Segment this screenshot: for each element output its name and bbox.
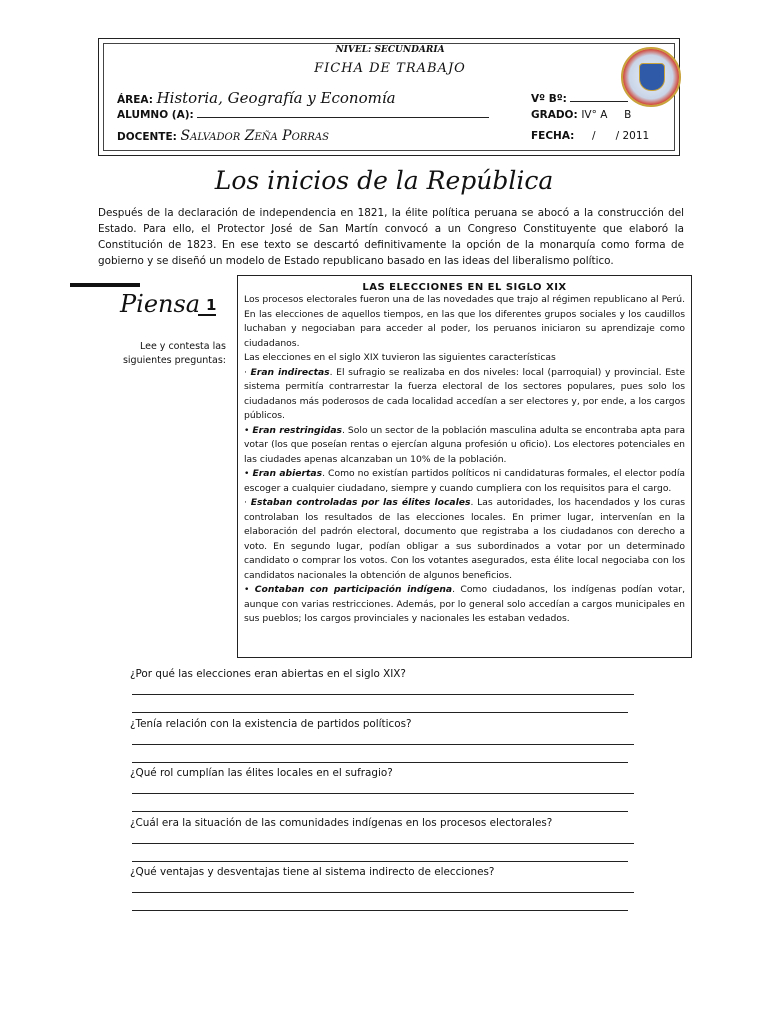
- teacher-row: [117, 128, 329, 144]
- list-item-term: Eran abiertas: [252, 468, 323, 479]
- page-title: Los inicios de la República: [214, 166, 554, 195]
- student-row: [117, 109, 489, 121]
- section-divider: [70, 283, 140, 287]
- level-label: NIVEL: SECUNDARIA: [335, 45, 445, 55]
- question-4: ¿Cuál era la situación de las comunidades indígenas en los procesos electorales?: [130, 817, 553, 829]
- list-item-text: . Las autoridades, los hacendados y los curas controlaban los resultados de las elecciones locales. En primer lugar, intervenían en la elaboración del padrón electoral, documento que registraba a los ciudadanos con derecho a voto. En segundo lugar, podían obligar a sus subordinados a votar por un determinado candidato o comprar los votos. Con los votantes asegurados, esta élite local negociaba con los candidatos nacionales la obtención de algunos beneficios.: [244, 497, 685, 581]
- reading-box: [237, 275, 692, 658]
- activity-number: 1: [198, 296, 216, 316]
- question-3: ¿Qué rol cumplían las élites locales en el sufragio?: [130, 767, 393, 779]
- list-item-text: . Como ciudadanos, los indígenas podían votar, aunque con varias restricciones. Además, por lo general solo accedían a cargos municipales en sus pueblos; los cargos provinciales y nacionales les estaban vedados.: [244, 584, 686, 624]
- intro-paragraph: Después de la declaración de independencia en 1821, la élite política peruana se abocó a la construcción del Estado. Para ello, el Protector José de San Martín convocó a un Congreso Constituyente que elaboró la Constitución de 1823. En ese texto se descartó definitivamente la opción de la monarquía como forma de gobierno y se diseñó un modelo de Estado republicano basado en las ideas del liberalismo político.: [98, 207, 684, 267]
- list-item: • Eran abiertas. Como no existían partidos políticos ni candidaturas formales, el elector podía escoger a cualquier ciudadano, siempre y cuando cumpliera con los requisitos para el cargo.: [244, 468, 686, 494]
- date-label: FECHA:: [531, 130, 575, 142]
- date-row: [531, 130, 649, 142]
- teacher-label: DOCENTE:: [117, 131, 177, 143]
- grade-row: [531, 109, 631, 121]
- answer-line[interactable]: [132, 843, 634, 844]
- list-item-text: . El sufragio se realizaba en dos niveles: local (parroquial) y provincial. Este sistema permitía contrarrestar la fuerza electoral de los sectores populares, pues solo los ciudadanos más poderosos de cada localidad accedían a ser electores y, por ende, a los cargos públicos.: [244, 366, 685, 421]
- list-item: · Eran indirectas. El sufragio se realizaba en dos niveles: local (parroquial) y provincial. Este sistema permitía contrarrestar la fuerza electoral de los sectores populares, pues solo los ciudadanos más poderosos de cada localidad accedían a ser electores y, por ende, a los cargos públicos.: [244, 366, 685, 421]
- teacher-value: Salvador Zeña Porras: [180, 128, 329, 144]
- piensa-heading: Piensa: [120, 290, 201, 318]
- approval-label: Vº Bº:: [531, 93, 567, 105]
- reading-box-title: LAS ELECCIONES EN EL SIGLO XIX: [362, 282, 567, 293]
- answer-line[interactable]: [132, 861, 628, 862]
- answer-line[interactable]: [132, 793, 634, 794]
- reading-paragraph-2: Las elecciones en el siglo XIX tuvieron las siguientes características: [244, 352, 556, 363]
- approval-row: [531, 93, 628, 105]
- area-value: Historia, Geografía y Economía: [156, 89, 396, 107]
- answer-line[interactable]: [132, 762, 628, 763]
- approval-field[interactable]: [570, 101, 628, 102]
- crest-shield-icon: [639, 63, 665, 91]
- list-item-term: Eran restringidas: [252, 424, 343, 436]
- list-item-text: . Como no existían partidos políticos ni candidaturas formales, el elector podía escoger a cualquier ciudadano, siempre y cuando cumpliera con los requisitos para el cargo.: [244, 468, 686, 494]
- list-item: · Estaban controladas por las élites locales. Las autoridades, los hacendados y los curas controlaban los resultados de las elecciones locales. En primer lugar, intervenían en la elaboración del padrón electoral, documento que registraba a los ciudadanos con derecho a voto. En segundo lugar, podían obligar a sus subordinados a votar por un determinado candidato o comprar los votos. Con los votantes asegurados, esta élite local negociaba con los candidatos nacionales la obtención de algunos beneficios.: [244, 497, 685, 581]
- student-label: ALUMNO (A):: [117, 109, 194, 121]
- worksheet-header: [98, 38, 680, 156]
- worksheet-label: FICHA DE TRABAJO: [314, 61, 466, 76]
- question-5: ¿Qué ventajas y desventajas tiene al sistema indirecto de elecciones?: [130, 866, 495, 878]
- list-item-text: . Solo un sector de la población masculina adulta se encontraba apta para votar (los que poseían rentas o ejercían alguna profesión u oficio). Los electores potenciales en las ciudades apenas alcanzaban un 10% de la población.: [244, 424, 685, 465]
- answer-line[interactable]: [132, 811, 628, 812]
- list-item: • Eran restringidas. Solo un sector de la población masculina adulta se encontraba apta para votar (los que poseían rentas o ejercían alguna profesión u oficio). Los electores potenciales en las ciudades apenas alcanzaban un 10% de la población.: [244, 424, 685, 465]
- student-name-field[interactable]: [197, 117, 489, 118]
- question-1: ¿Por qué las elecciones eran abiertas en el siglo XIX?: [130, 668, 406, 680]
- grade-label: GRADO:: [531, 109, 578, 121]
- list-item-term: Eran indirectas: [250, 366, 330, 378]
- area-label: ÁREA:: [117, 94, 153, 106]
- list-item: • Contaban con participación indígena. Como ciudadanos, los indígenas podían votar, aunque con varias restricciones. Además, por lo general solo accedían a cargos municipales en sus pueblos; los cargos provinciales y nacionales les estaban vedados.: [244, 584, 686, 624]
- instruction-text: Lee y contesta las siguientes preguntas:: [122, 341, 226, 366]
- school-crest-icon: [621, 47, 681, 107]
- answer-line[interactable]: [132, 910, 628, 911]
- reading-paragraph-1: Los procesos electorales fueron una de las novedades que trajo al régimen republicano al Perú. En las elecciones de aquellos tiempos, en las que los diferentes grupos sociales y los caudillos luchaban y negociaban para acceder al poder, los peruanos iniciaron su aprendizaje como ciudadanos.: [244, 294, 685, 349]
- list-item-term: Estaban controladas por las élites locales: [250, 497, 471, 508]
- grade-value: IV° A B: [581, 109, 632, 121]
- question-2: ¿Tenía relación con la existencia de partidos políticos?: [130, 718, 412, 730]
- area-row: [117, 89, 396, 107]
- answer-line[interactable]: [132, 744, 634, 745]
- list-item-term: Contaban con participación indígena: [254, 584, 453, 595]
- answer-line[interactable]: [132, 694, 634, 695]
- answer-line[interactable]: [132, 712, 628, 713]
- date-value: / / 2011: [592, 130, 650, 142]
- answer-line[interactable]: [132, 892, 634, 893]
